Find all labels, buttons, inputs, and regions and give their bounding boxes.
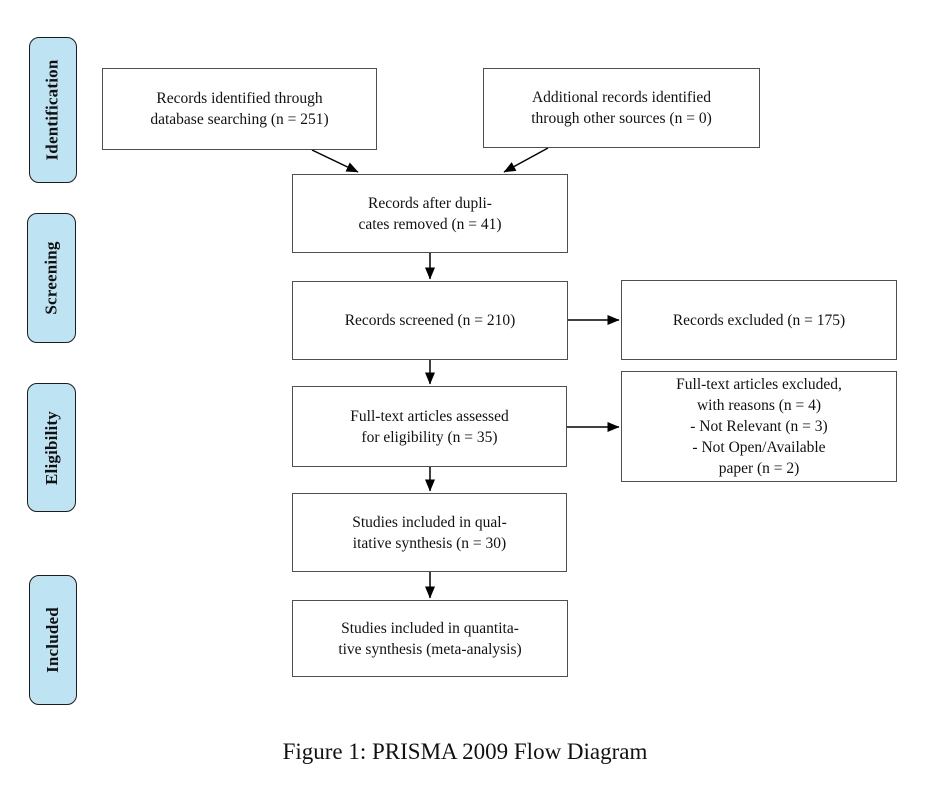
box-records-identified [102, 68, 377, 150]
figure-caption: Figure 1: PRISMA 2009 Flow Diagram [282, 739, 648, 764]
box-duplicates-removed-line1: Records after dupli- [368, 194, 492, 212]
box-quantitative-synthesis-line1: Studies included in quantita- [341, 619, 519, 637]
arrow-identified-to-duplicates [312, 150, 358, 172]
box-quantitative-synthesis [292, 600, 568, 677]
box-fulltext-excluded-line2: with reasons (n = 4) [696, 397, 822, 414]
box-fulltext-assessed-line1: Full-text articles assessed [350, 407, 509, 425]
box-fulltext-excluded [621, 371, 897, 482]
box-quantitative-synthesis-line2: tive synthesis (meta-analysis) [338, 640, 522, 658]
box-records-screened-line1: Records screened (n = 210) [344, 312, 516, 329]
stage-label-included [29, 575, 77, 705]
stage-label-eligibility-text: Eligibility [41, 410, 61, 485]
stage-label-identification-text: Identification [43, 59, 62, 161]
box-additional-records [483, 68, 760, 148]
box-fulltext-assessed [292, 386, 567, 467]
box-qualitative-synthesis-line2: itative synthesis (n = 30) [352, 534, 507, 552]
box-records-identified-line2: database searching (n = 251) [150, 111, 329, 128]
box-fulltext-assessed-line2: for eligibility (n = 35) [361, 428, 498, 446]
box-additional-records-line1: Additional records identified [531, 89, 712, 106]
box-records-excluded-line1: Records excluded (n = 175) [672, 311, 846, 329]
box-fulltext-excluded-line1: Full-text articles excluded, [676, 376, 842, 393]
arrow-additional-to-duplicates [504, 148, 548, 172]
box-fulltext-excluded-line3: - Not Relevant (n = 3) [690, 418, 828, 435]
stage-label-included-text: Included [43, 607, 63, 673]
box-records-screened [292, 281, 568, 360]
box-fulltext-excluded-line5: paper (n = 2) [718, 460, 800, 477]
stage-label-identification [29, 37, 77, 183]
box-records-excluded [621, 280, 897, 360]
box-fulltext-excluded-line4: - Not Open/Available [692, 439, 826, 456]
stage-label-eligibility [27, 383, 76, 512]
stage-label-screening-text: Screening [41, 241, 61, 315]
box-additional-records-line2: through other sources (n = 0) [531, 110, 712, 127]
box-records-identified-line1: Records identified through [156, 90, 323, 107]
box-qualitative-synthesis [292, 493, 567, 572]
box-qualitative-synthesis-line1: Studies included in qual- [352, 513, 507, 531]
box-duplicates-removed-line2: cates removed (n = 41) [358, 215, 502, 233]
stage-label-screening [27, 213, 76, 343]
box-duplicates-removed [292, 174, 568, 253]
